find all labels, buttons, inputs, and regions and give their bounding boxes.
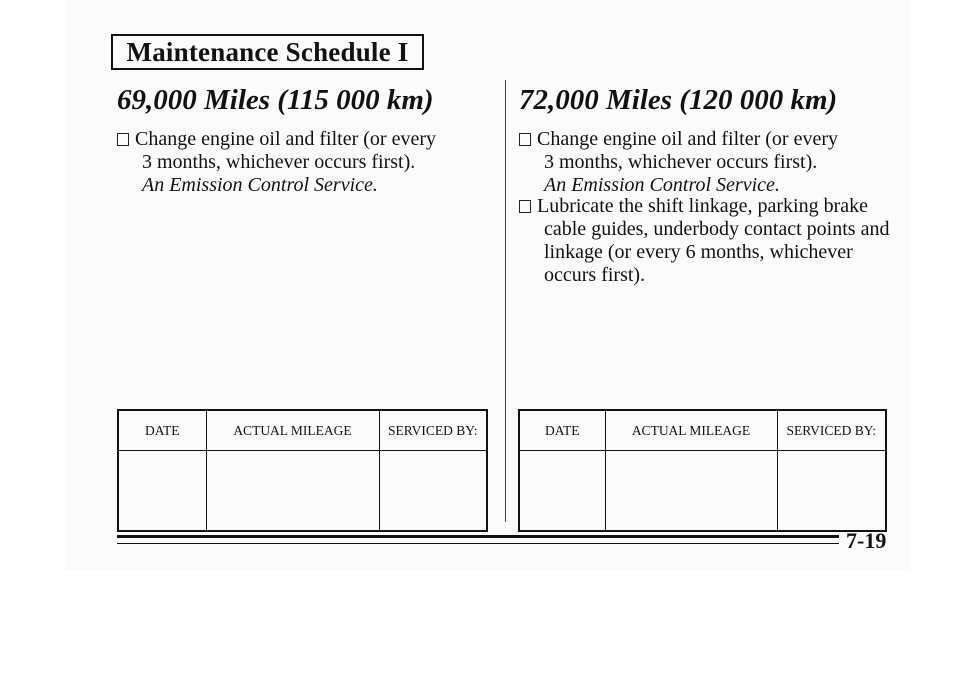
footer-rule-thick: [117, 535, 839, 538]
interval-heading-72000: 72,000 Miles (120 000 km): [519, 84, 838, 116]
date-entry-cell[interactable]: [118, 451, 206, 532]
checkbox-icon[interactable]: [117, 133, 129, 146]
emission-note: An Emission Control Service.: [544, 174, 780, 196]
column-divider: [505, 80, 506, 522]
interval-heading-69000: 69,000 Miles (115 000 km): [117, 84, 434, 116]
checkbox-icon[interactable]: [519, 200, 531, 213]
service-log-table-69000: [117, 409, 488, 532]
service-log-table-72000: [518, 409, 887, 532]
checklist-item-lubricate-72000: Lubricate the shift linkage, parking brake cable guides, underbody contact points and linkage (or every 6 months, whichever occurs first).: [519, 195, 889, 287]
checklist-item-oil-change-72000: Change engine oil and filter (or every 3 months, whichever occurs first). An Emission Control Service.: [519, 128, 838, 197]
date-entry-cell[interactable]: [519, 451, 605, 532]
column-header-actual-mileage: ACTUAL MILEAGE: [605, 410, 777, 451]
serviced-by-entry-cell[interactable]: [379, 451, 487, 532]
emission-note: An Emission Control Service.: [142, 174, 378, 196]
footer-rule-thin: [117, 543, 839, 544]
checkbox-icon[interactable]: [519, 133, 531, 146]
column-header-date: DATE: [118, 410, 206, 451]
column-header-actual-mileage: ACTUAL MILEAGE: [206, 410, 379, 451]
column-header-date: DATE: [519, 410, 605, 451]
page-number: 7-19: [846, 528, 887, 553]
mileage-entry-cell[interactable]: [605, 451, 777, 532]
serviced-by-entry-cell[interactable]: [777, 451, 886, 532]
column-header-serviced-by: SERVICED BY:: [379, 410, 487, 451]
checklist-item-oil-change-69000: Change engine oil and filter (or every 3 months, whichever occurs first). An Emission Control Service.: [117, 128, 436, 197]
column-header-serviced-by: SERVICED BY:: [777, 410, 886, 451]
mileage-entry-cell[interactable]: [206, 451, 379, 532]
section-title: Maintenance Schedule I: [111, 34, 424, 70]
